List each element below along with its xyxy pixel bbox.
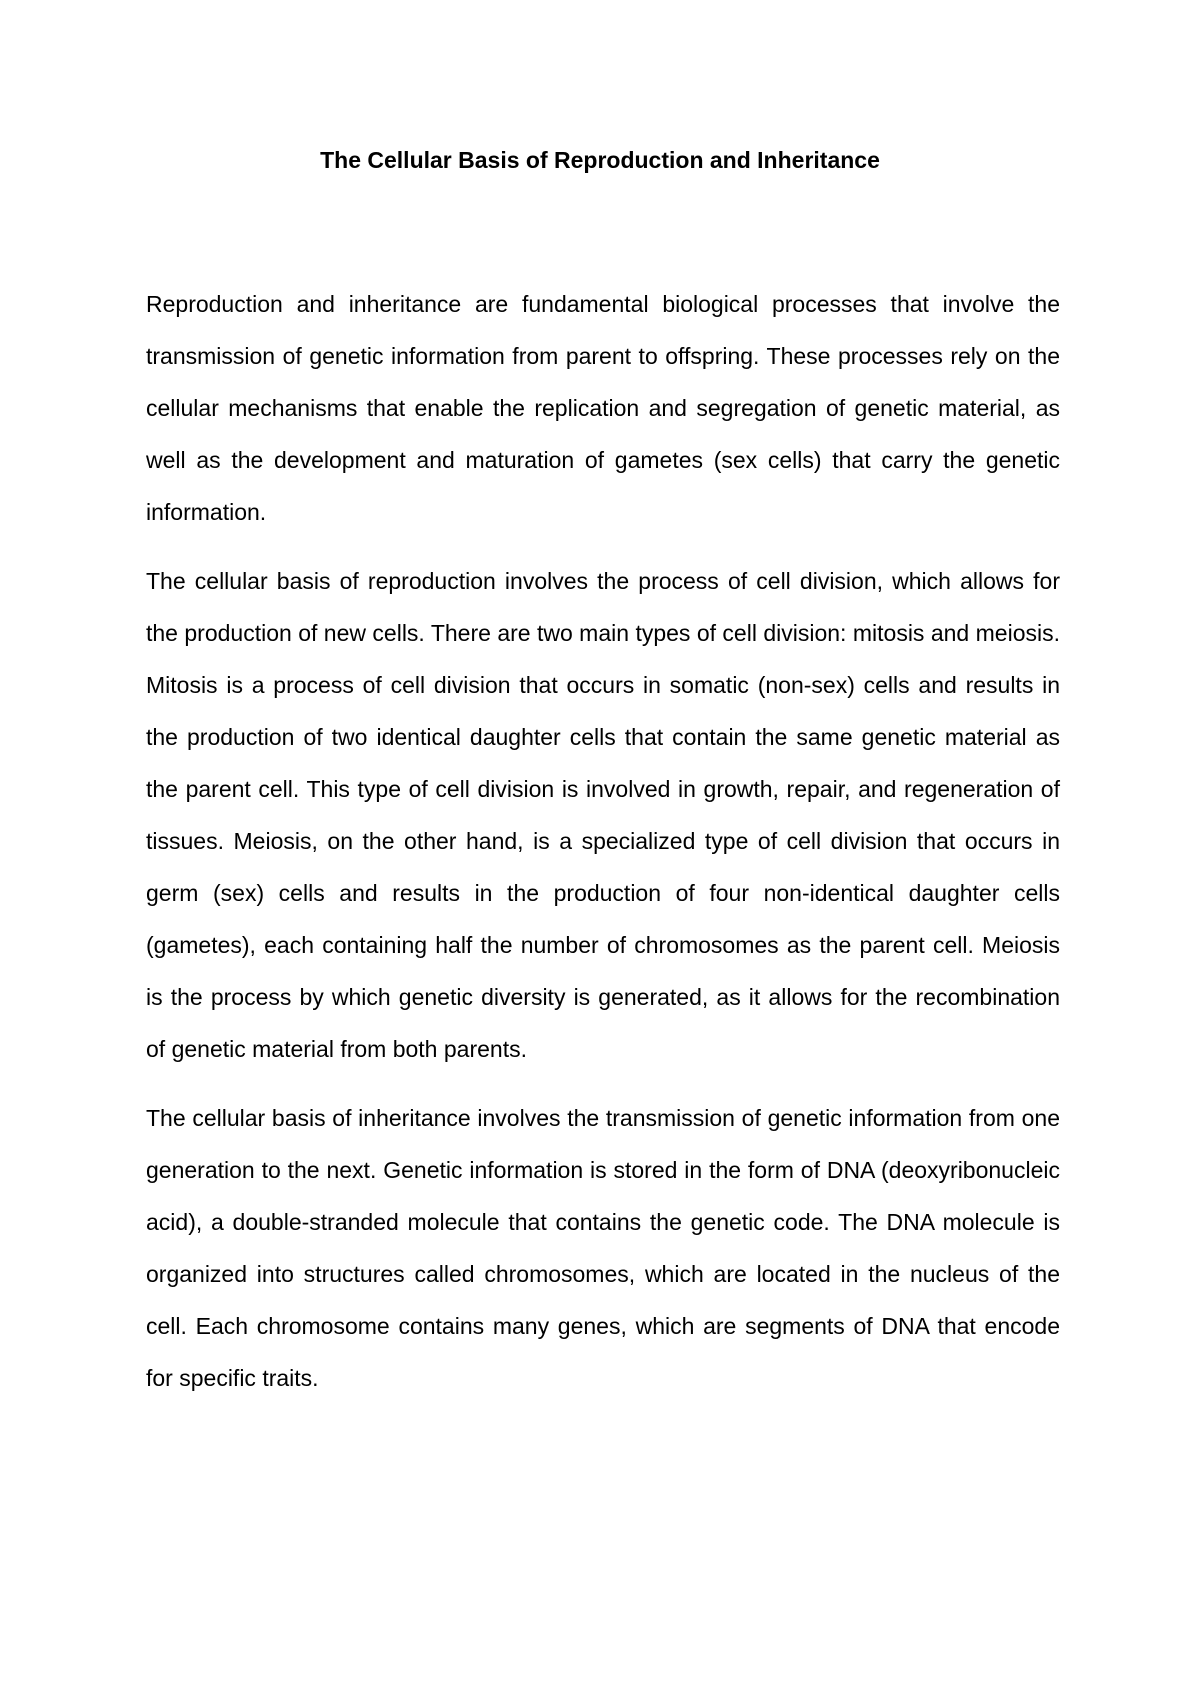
paragraph-cellular-basis-inheritance: The cellular basis of inheritance involves the transmission of genetic information from one generation to the next. Genetic information is stored in the form of DNA (deoxyribonucleic acid), a double-stranded molecule that contains the genetic code. The DNA molecule is organized into structures called chromosomes, which are located in the nucleus of the cell. Each chromosome contains many genes, which are segments of DNA that encode for specific traits. <box>146 1105 1060 1391</box>
paragraph-cellular-basis-reproduction: The cellular basis of reproduction involves the process of cell division, which allows for the production of new cells. There are two main types of cell division: mitosis and meiosis. Mitosis is a process of cell division that occurs in somatic (non-sex) cells and results in the production of two identical daughter cells that contain the same genetic material as the parent cell. This type of cell division is involved in growth, repair, and regeneration of tissues. Meiosis, on the other hand, is a specialized type of cell division that occurs in germ (sex) cells and results in the production of four non-identical daughter cells (gametes), each containing half the number of chromosomes as the parent cell. Meiosis is the process by which genetic diversity is generated, as it allows for the recombination of genetic material from both parents. <box>146 568 1060 1062</box>
paragraph-reproduction-inheritance: Reproduction and inheritance are fundamental biological processes that involve the transmission of genetic information from parent to offspring. These processes rely on the cellular mechanisms that enable the replication and segregation of genetic material, as well as the development and maturation of gametes (sex cells) that carry the genetic information. <box>146 291 1060 525</box>
document-title: The Cellular Basis of Reproduction and Inheritance <box>320 147 880 173</box>
document-body <box>146 278 1060 1421</box>
